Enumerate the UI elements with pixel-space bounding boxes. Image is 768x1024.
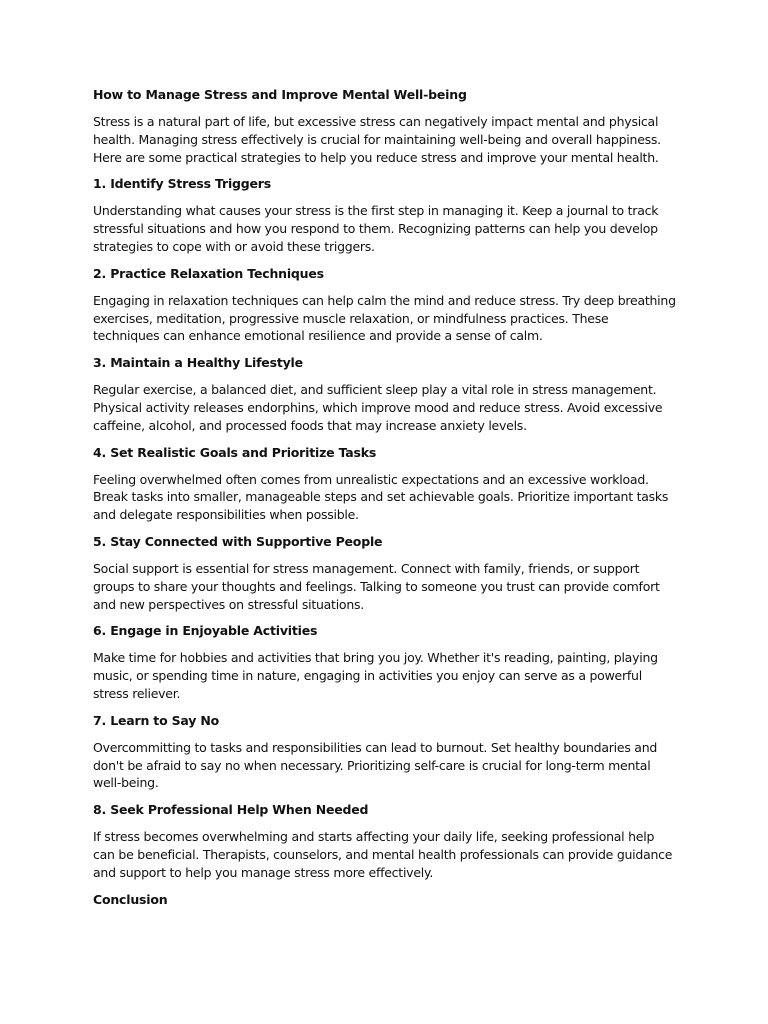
section-heading-2: 2. Practice Relaxation Techniques <box>93 265 324 281</box>
section-body-4: Feeling overwhelmed often comes from unrealistic expectations and an excessive workload. Break tasks into smaller, manageable steps and set achievable goals. Prioritize important tasks and delegate responsibilities when possible. <box>93 471 669 523</box>
document-title: How to Manage Stress and Improve Mental Well-being <box>93 87 467 102</box>
intro-paragraph: Stress is a natural part of life, but excessive stress can negatively impact mental and physical health. Managing stress effectively is crucial for maintaining well-being and overall happiness. Here are some practical strategies to help you reduce stress and improve your mental health. <box>93 114 661 165</box>
section-heading-5: 5. Stay Connected with Supportive People <box>93 533 383 549</box>
section-heading-7: 7. Learn to Say No <box>93 712 220 728</box>
section-body-1: Understanding what causes your stress is the first step in managing it. Keep a journal to track stressful situations and how you respond to them. Recognizing patterns can help you develop strategies to cope with or avoid these triggers. <box>93 203 659 254</box>
section-heading-6: 6. Engage in Enjoyable Activities <box>93 623 318 639</box>
conclusion-heading: Conclusion <box>93 891 168 907</box>
section-body-6: Make time for hobbies and activities that bring you joy. Whether it's reading, painting, playing music, or spending time in nature, engaging in activities you enjoy can serve as a powerful stress reliever. <box>93 650 658 701</box>
section-heading-8: 8. Seek Professional Help When Needed <box>93 802 369 818</box>
section-body-8: If stress becomes overwhelming and starts affecting your daily life, seeking professional help can be beneficial. Therapists, counselors, and mental health professionals can provide guidance and support to help you manage stress more effectively. <box>93 829 673 880</box>
document-page <box>93 86 677 918</box>
section-body-7: Overcommitting to tasks and responsibilities can lead to burnout. Set healthy boundaries and don't be afraid to say no when necessary. Prioritizing self-care is crucial for long-term mental well-being. <box>93 739 658 791</box>
section-heading-4: 4. Set Realistic Goals and Prioritize Tasks <box>93 444 377 460</box>
section-heading-1: 1. Identify Stress Triggers <box>93 176 272 192</box>
section-body-3: Regular exercise, a balanced diet, and sufficient sleep play a vital role in stress management. Physical activity releases endorphins, which improve mood and reduce stress. Avoid excessive caffeine, alcohol, and processed foods that may increase anxiety levels. <box>93 382 663 433</box>
section-heading-3: 3. Maintain a Healthy Lifestyle <box>93 355 303 371</box>
section-body-5: Social support is essential for stress management. Connect with family, friends, or support groups to share your thoughts and feelings. Talking to someone you trust can provide comfort and new perspectives on stressful situations. <box>93 560 660 612</box>
section-body-2: Engaging in relaxation techniques can help calm the mind and reduce stress. Try deep breathing exercises, meditation, progressive muscle relaxation, or mindfulness practices. These techniques can enhance emotional resilience and provide a sense of calm. <box>93 292 676 344</box>
